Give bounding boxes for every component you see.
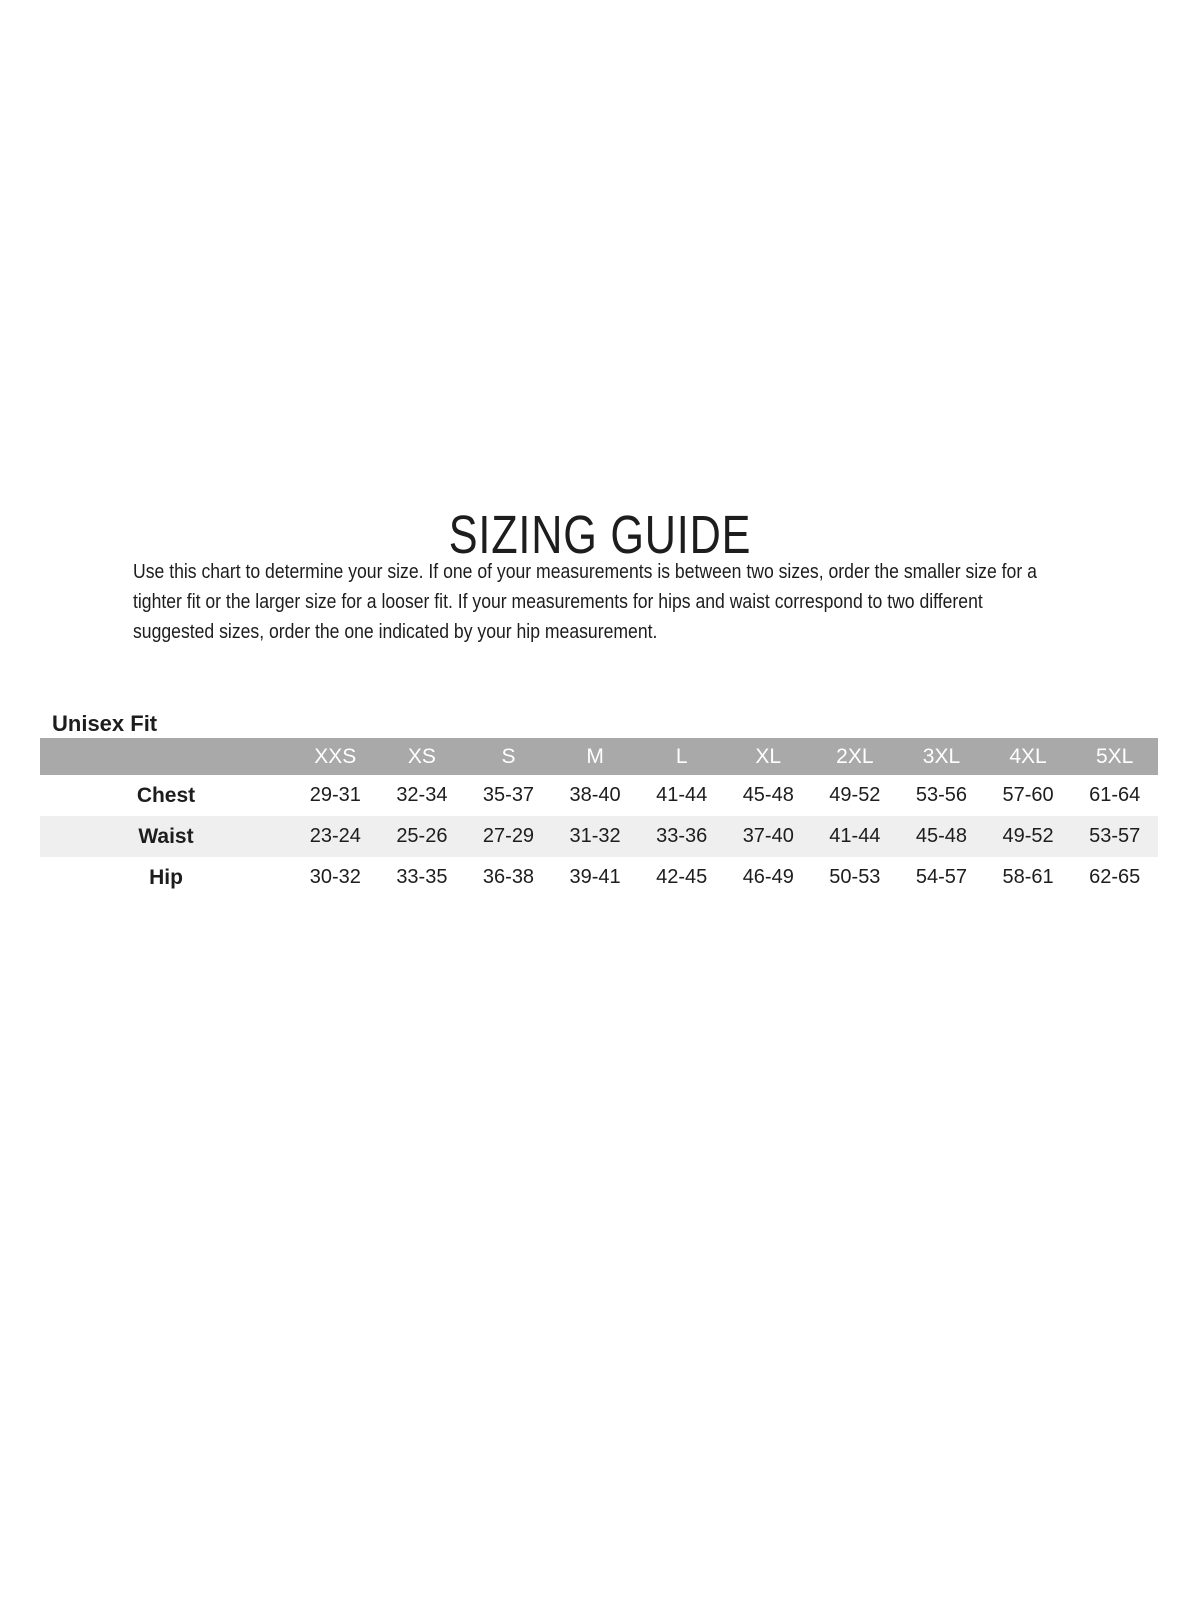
- size-range-cell: 33-36: [656, 825, 708, 847]
- size-range-cell: 61-64: [1089, 784, 1141, 806]
- size-range-cell: 58-61: [1002, 866, 1054, 888]
- size-range-cell: 30-32: [309, 866, 361, 888]
- size-column-header: 2XL: [812, 738, 899, 775]
- size-range-cell: 36-38: [482, 866, 535, 888]
- size-column-header: S: [465, 738, 552, 775]
- measurement-row: [40, 775, 1158, 816]
- size-column-header: M: [552, 738, 639, 775]
- size-column-header: L: [638, 738, 725, 775]
- size-column-header: XL: [725, 738, 812, 775]
- size-range-cell: 23-24: [309, 825, 361, 847]
- size-range-cell: 25-26: [396, 825, 448, 847]
- size-range-cell: 27-29: [482, 825, 535, 847]
- size-range-cell: 50-53: [829, 866, 881, 888]
- size-range-cell: 41-44: [656, 784, 708, 806]
- size-column-header: XXS: [292, 738, 379, 775]
- section-heading-unisex-fit: Unisex Fit: [52, 711, 158, 737]
- size-range-cell: 38-40: [569, 784, 621, 806]
- size-range-cell: 46-49: [742, 866, 794, 888]
- size-range-cell: 39-41: [569, 866, 621, 888]
- size-range-cell: 62-65: [1089, 866, 1141, 888]
- size-range-cell: 32-34: [396, 784, 448, 806]
- size-range-cell: 31-32: [569, 825, 621, 847]
- size-range-cell: 49-52: [1002, 825, 1054, 847]
- size-column-header: 3XL: [898, 738, 985, 775]
- measurement-row-label: Chest: [136, 783, 196, 807]
- size-column-header: 5XL: [1071, 738, 1158, 775]
- size-range-cell: 35-37: [482, 784, 535, 806]
- size-column-header: XS: [379, 738, 466, 775]
- measurement-row-label: Hip: [149, 865, 183, 889]
- size-range-cell: 41-44: [829, 825, 881, 847]
- size-range-cell: 33-35: [396, 866, 448, 888]
- corner-header-cell: [40, 738, 292, 775]
- intro-paragraph: Use this chart to determine your size. If one of your measurements is between two sizes, order the smaller size for a tighter fit or the larger size for a looser fit. If your measurements for hips and waist correspond to two different suggested sizes, order the one indicated by your hip measurement.: [133, 561, 1037, 643]
- measurement-row: [40, 857, 1158, 898]
- size-header-row: [40, 738, 1158, 775]
- size-range-cell: 49-52: [829, 784, 881, 806]
- measurement-row-label: Waist: [138, 824, 194, 848]
- page-title: SIZING GUIDE: [448, 505, 752, 566]
- size-range-cell: 45-48: [742, 784, 794, 806]
- sizing-table-body: [40, 775, 1158, 898]
- sizing-table: [40, 738, 1158, 898]
- size-column-header: 4XL: [985, 738, 1072, 775]
- measurement-row: [40, 816, 1158, 857]
- size-range-cell: 29-31: [309, 784, 361, 806]
- size-range-cell: 54-57: [915, 866, 968, 888]
- sizing-table-container: [40, 738, 1158, 898]
- sizing-table-head: [40, 738, 1158, 775]
- size-range-cell: 53-56: [915, 784, 968, 806]
- size-range-cell: 42-45: [656, 866, 708, 888]
- size-range-cell: 37-40: [742, 825, 794, 847]
- size-range-cell: 45-48: [915, 825, 968, 847]
- size-range-cell: 57-60: [1002, 784, 1054, 806]
- size-range-cell: 53-57: [1089, 825, 1141, 847]
